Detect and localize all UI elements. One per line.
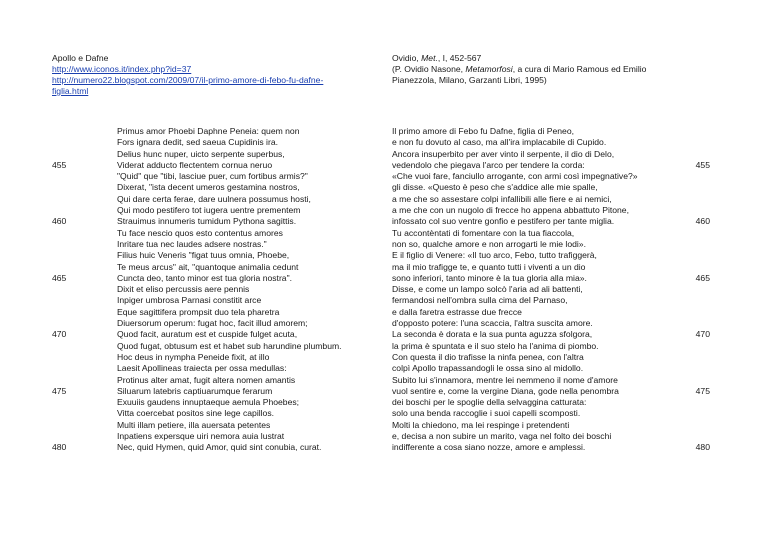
- document-title: Apollo e Dafne: [52, 53, 109, 63]
- italian-verse-line: infossato col suo ventre gonfio e pestifero per tante miglia.: [392, 216, 615, 227]
- latin-verse-line: Diuersorum operum: fugat hoc, facit illud amorem;: [117, 318, 308, 329]
- line-number-left: 480: [52, 442, 67, 453]
- line-number-right: 480: [695, 442, 710, 453]
- latin-verse-line: Inpiger umbrosa Parnasi constitit arce: [117, 295, 262, 306]
- italian-text-column: [392, 126, 710, 454]
- latin-verse-line: Protinus alter amat, fugit altera nomen amantis: [117, 374, 296, 385]
- latin-verse-line: Qui dare certa ferae, dare uulnera possumus hosti,: [117, 193, 311, 204]
- latin-verse-line: Qui modo pestifero tot iugera uentre prementem: [117, 205, 301, 216]
- latin-verse-line: Viderat adducto flectentem cornua neruo: [117, 159, 273, 170]
- latin-verse-line: Tu face nescio quos esto contentus amores: [117, 227, 283, 238]
- latin-verse-line: Inpatiens expersque uiri nemora auia lustrat: [117, 431, 285, 442]
- latin-verse-line: Strauimus innumeris tumidum Pythona sagittis.: [117, 216, 297, 227]
- citation-line-2: [392, 64, 710, 75]
- citation-range: , I, 452-567: [437, 53, 482, 63]
- italian-verse-line: Tu accontèntati di fomentare con la tua fiaccola,: [392, 227, 575, 238]
- italian-verse-line: la prima è spuntata e il suo stelo ha l'anima di piombo.: [392, 340, 599, 351]
- italian-verse-line: non so, qualche amore e non arrogarti le mie lodi».: [392, 238, 586, 249]
- italian-verse-line: a me che con un nugolo di frecce ho appena abbattuto Pitone,: [392, 205, 629, 216]
- line-number-left: 455: [52, 159, 67, 170]
- latin-text-column: [117, 126, 372, 454]
- header-right: [392, 53, 710, 86]
- italian-verse-line: gli disse. «Questo è peso che s'addice alle mie spalle,: [392, 182, 598, 193]
- latin-verse-line: "Quid" que "tibi, lasciue puer, cum fortibus armis?": [117, 171, 308, 182]
- italian-verse-line: Il primo amore di Febo fu Dafne, figlia di Peneo,: [392, 126, 574, 136]
- latin-verse-line: Hoc deus in nympha Peneide fixit, at illo: [117, 351, 270, 362]
- source-link-blogspot-cont[interactable]: figlia.html: [52, 86, 89, 96]
- italian-verse-line: ma il mio trafigge te, e quanto tutti i viventi a un dio: [392, 261, 586, 272]
- italian-verse-line: Subito lui s'innamora, mentre lei nemmeno il nome d'amore: [392, 374, 618, 385]
- latin-verse-line: Exuuiis gaudens innuptaeque aemula Phoebes;: [117, 397, 300, 408]
- italian-verse-line: indifferente a cosa siano nozze, amore e amplessi.: [392, 442, 586, 453]
- italian-verse-line: d'opposto potere: l'una scaccia, l'altra suscita amore.: [392, 318, 593, 329]
- italian-verse-line: La seconda è dorata e la sua punta aguzza sfolgora,: [392, 329, 593, 340]
- latin-verse-line: Dixit et eliso percussis aere pennis: [117, 284, 250, 295]
- italian-verse-line: fermandosi nell'ombra sulla cima del Parnaso,: [392, 295, 568, 306]
- header-left: [52, 53, 362, 97]
- latin-verse-line: Multi illam petiere, illa auersata petentes: [117, 419, 271, 430]
- citation-author: Ovidio,: [392, 53, 422, 63]
- latin-verse-line: Quod fugat, obtusum est et habet sub harundine plumbum.: [117, 340, 342, 351]
- latin-verse-line: Filius huic Veneris "figat tuus omnia, Phoebe,: [117, 250, 290, 261]
- latin-verse-line: Quod facit, auratum est et cuspide fulget acuta,: [117, 329, 298, 340]
- line-number-left: 475: [52, 385, 67, 396]
- citation-line-1: [392, 53, 710, 64]
- italian-verse-line: dei boschi per le spoglie della selvaggina catturata:: [392, 397, 587, 408]
- latin-verse-line: Dixerat, "ista decent umeros gestamina nostros,: [117, 182, 300, 193]
- citation-edition-prefix: (P. Ovidio Nasone,: [392, 64, 466, 74]
- citation-editors: , a cura di Mario Ramous ed Emilio: [512, 64, 647, 74]
- italian-verse-line: «Che vuoi fare, fanciullo arrogante, con armi così impegnative?»: [392, 171, 638, 182]
- line-number-right: 455: [695, 159, 710, 170]
- line-number-right: 470: [695, 329, 710, 340]
- citation-line-3: Pianezzola, Milano, Garzanti Libri, 1995): [392, 75, 547, 85]
- line-number-right: 460: [695, 216, 710, 227]
- latin-verse-line: Primus amor Phoebi Daphne Peneia: quem non: [117, 126, 300, 136]
- citation-edition-title: Metamorfosi: [465, 64, 513, 74]
- line-number-right: 465: [695, 272, 710, 283]
- line-number-right: 475: [695, 385, 710, 396]
- source-link-blogspot[interactable]: http://numero22.blogspot.com/2009/07/il-primo-amore-di-febo-fu-dafne-: [52, 75, 324, 85]
- latin-verse-line: Fors ignara dedit, sed saeua Cupidinis ira.: [117, 137, 278, 148]
- italian-verse-line: e non fu dovuto al caso, ma all'ira implacabile di Cupido.: [392, 137, 607, 148]
- source-link-iconos[interactable]: http://www.iconos.it/index.php?id=37: [52, 64, 192, 74]
- italian-verse-line: colpì Apollo trapassandogli le ossa sino al midollo.: [392, 363, 584, 374]
- italian-verse-line: solo una benda raccoglie i suoi capelli scomposti.: [392, 408, 581, 419]
- italian-verse-line: Ancora insuperbito per aver vinto il serpente, il dio di Delo,: [392, 148, 615, 159]
- italian-verse-line: vuol sentire e, come la vergine Diana, gode nella penombra: [392, 385, 619, 396]
- italian-verse-line: sono inferiori, tanto minore è la tua gloria alla mia».: [392, 272, 587, 283]
- latin-verse-line: Delius hunc nuper, uicto serpente superbus,: [117, 148, 285, 159]
- line-number-left: 470: [52, 329, 67, 340]
- italian-verse-line: Disse, e come un lampo solcò l'aria ad ali battenti,: [392, 284, 583, 295]
- latin-verse-line: Te meus arcus" ait, "quantoque animalia cedunt: [117, 261, 299, 272]
- italian-verse-line: Molti la chiedono, ma lei respinge i pretendenti: [392, 419, 570, 430]
- italian-verse-line: e, decisa a non subire un marito, vaga nel folto dei boschi: [392, 431, 612, 442]
- italian-verse-line: vedendolo che piegava l'arco per tendere la corda:: [392, 159, 585, 170]
- italian-verse-line: Con questa il dio trafisse la ninfa penea, con l'altra: [392, 351, 584, 362]
- latin-verse-line: Laesit Apollineas traiecta per ossa medullas:: [117, 363, 287, 374]
- italian-verse-line: E il figlio di Venere: «Il tuo arco, Febo, tutto trafiggerà,: [392, 250, 597, 261]
- latin-verse-line: Nec, quid Hymen, quid Amor, quid sint conubia, curat.: [117, 442, 322, 453]
- italian-verse-line: e dalla faretra estrasse due frecce: [392, 306, 522, 317]
- line-number-left: 465: [52, 272, 67, 283]
- latin-verse-line: Inritare tua nec laudes adsere nostras.": [117, 238, 267, 249]
- latin-verse-line: Cuncta deo, tanto minor est tua gloria nostra".: [117, 272, 293, 283]
- citation-work: Met.: [421, 53, 438, 63]
- latin-verse-line: Siluarum latebris captiuarumque ferarum: [117, 385, 273, 396]
- italian-verse-line: a me che so assestare colpi infallibili alle fiere e ai nemici,: [392, 193, 612, 204]
- latin-verse-line: Vitta coercebat positos sine lege capillos.: [117, 408, 275, 419]
- line-number-left: 460: [52, 216, 67, 227]
- latin-verse-line: Eque sagittifera prompsit duo tela pharetra: [117, 306, 280, 317]
